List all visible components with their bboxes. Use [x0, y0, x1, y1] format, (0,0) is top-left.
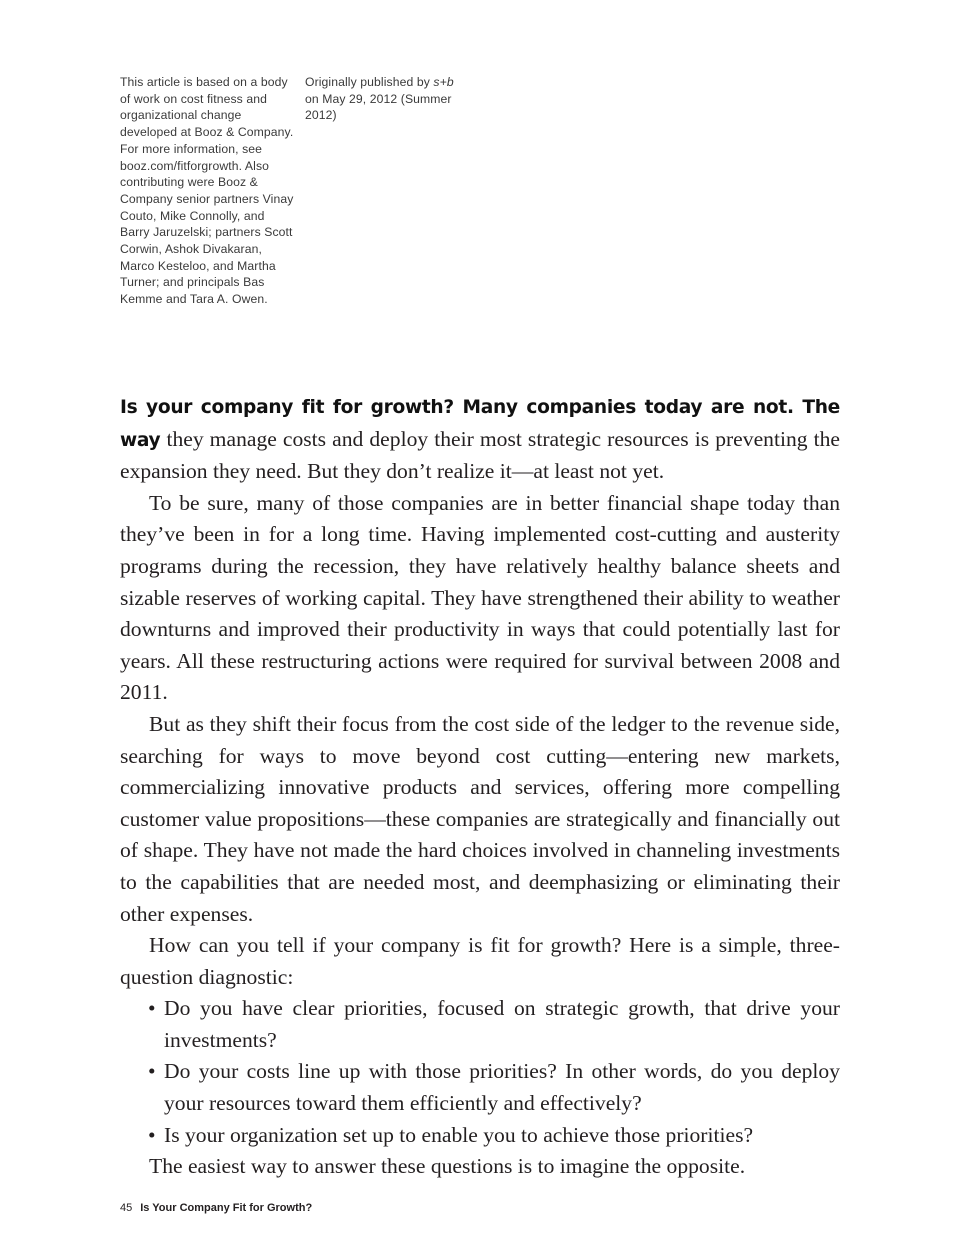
closing-paragraph: The easiest way to answer these questions is to imagine the opposite. [149, 1154, 746, 1179]
body-paragraph: How can you tell if your company is fit for growth? Here is a simple, three-question diagnostic: [120, 933, 840, 989]
list-item-text: Do your costs line up with those priorities? In other words, do you deploy your resources toward them efficiently and effectively? [164, 1059, 840, 1116]
page-footer [120, 1202, 312, 1214]
publication-suffix: on May 29, 2012 (Summer 2012) [305, 91, 452, 123]
list-item-text: Do you have clear priorities, focused on strategic growth, that drive your investments? [164, 996, 840, 1052]
list-item [148, 1056, 840, 1119]
publication-prefix: Originally published by [305, 75, 434, 89]
list-item [148, 993, 840, 1056]
list-item [148, 1120, 840, 1152]
intro-text: they manage costs and deploy their most strategic resources is preventing the expansion they need. But they don’t realize it—at least not yet. [120, 426, 840, 484]
diagnostic-list [120, 993, 840, 1151]
lead-sentence: Is your company fit for growth? Many companies today are not. The way [120, 397, 840, 451]
credits-text: This article is based on a body of work on cost fitness and organizational change developed at Booz & Company. For more information, see booz.com/fitforgrowth. Also contributing were Booz & Company senior partners Vinay Couto, Mike Connolly, and Barry Jaruzelski; partners Scott Corwin, Ashok Divakaran, Marco Kesteloo, and Martha Turner; and principals Bas Kemme and Tara A. Owen. [120, 75, 294, 307]
list-item-text: Is your organization set up to enable you to achieve those priorities? [164, 1122, 754, 1147]
publication-brand: s+b [433, 75, 454, 89]
article-body [120, 391, 840, 1183]
bullet-icon: • [148, 1059, 156, 1084]
publication-sidenote [305, 74, 465, 124]
intro-paragraph [120, 391, 840, 488]
credits-sidenote [120, 74, 295, 308]
bullet-icon: • [148, 1122, 156, 1147]
body-paragraph: To be sure, many of those companies are in better financial shape today than they’ve been in for a long time. Having implemented cost-cutting and austerity programs during the recession, they have relatively healthy balance sheets and sizable reserves of working capital. They have strengthened their ability to weather downturns and improved their productivity in ways that could potentially last for years. All these restructuring actions were required for survival between 2008 and 2011. [120, 490, 840, 705]
page-number: 45 [120, 1202, 133, 1214]
body-paragraph: But as they shift their focus from the cost side of the ledger to the revenue side, searching for ways to move beyond cost cutting—entering new markets, commercializing innovative products and services, offering more compelling customer value propositions—these companies are strategically and financially out of shape. They have not made the hard choices involved in channeling investments to the capabilities that are needed most, and deemphasizing or eliminating their other expenses. [120, 711, 840, 926]
running-title: Is Your Company Fit for Growth? [140, 1202, 313, 1214]
bullet-icon: • [148, 996, 156, 1021]
